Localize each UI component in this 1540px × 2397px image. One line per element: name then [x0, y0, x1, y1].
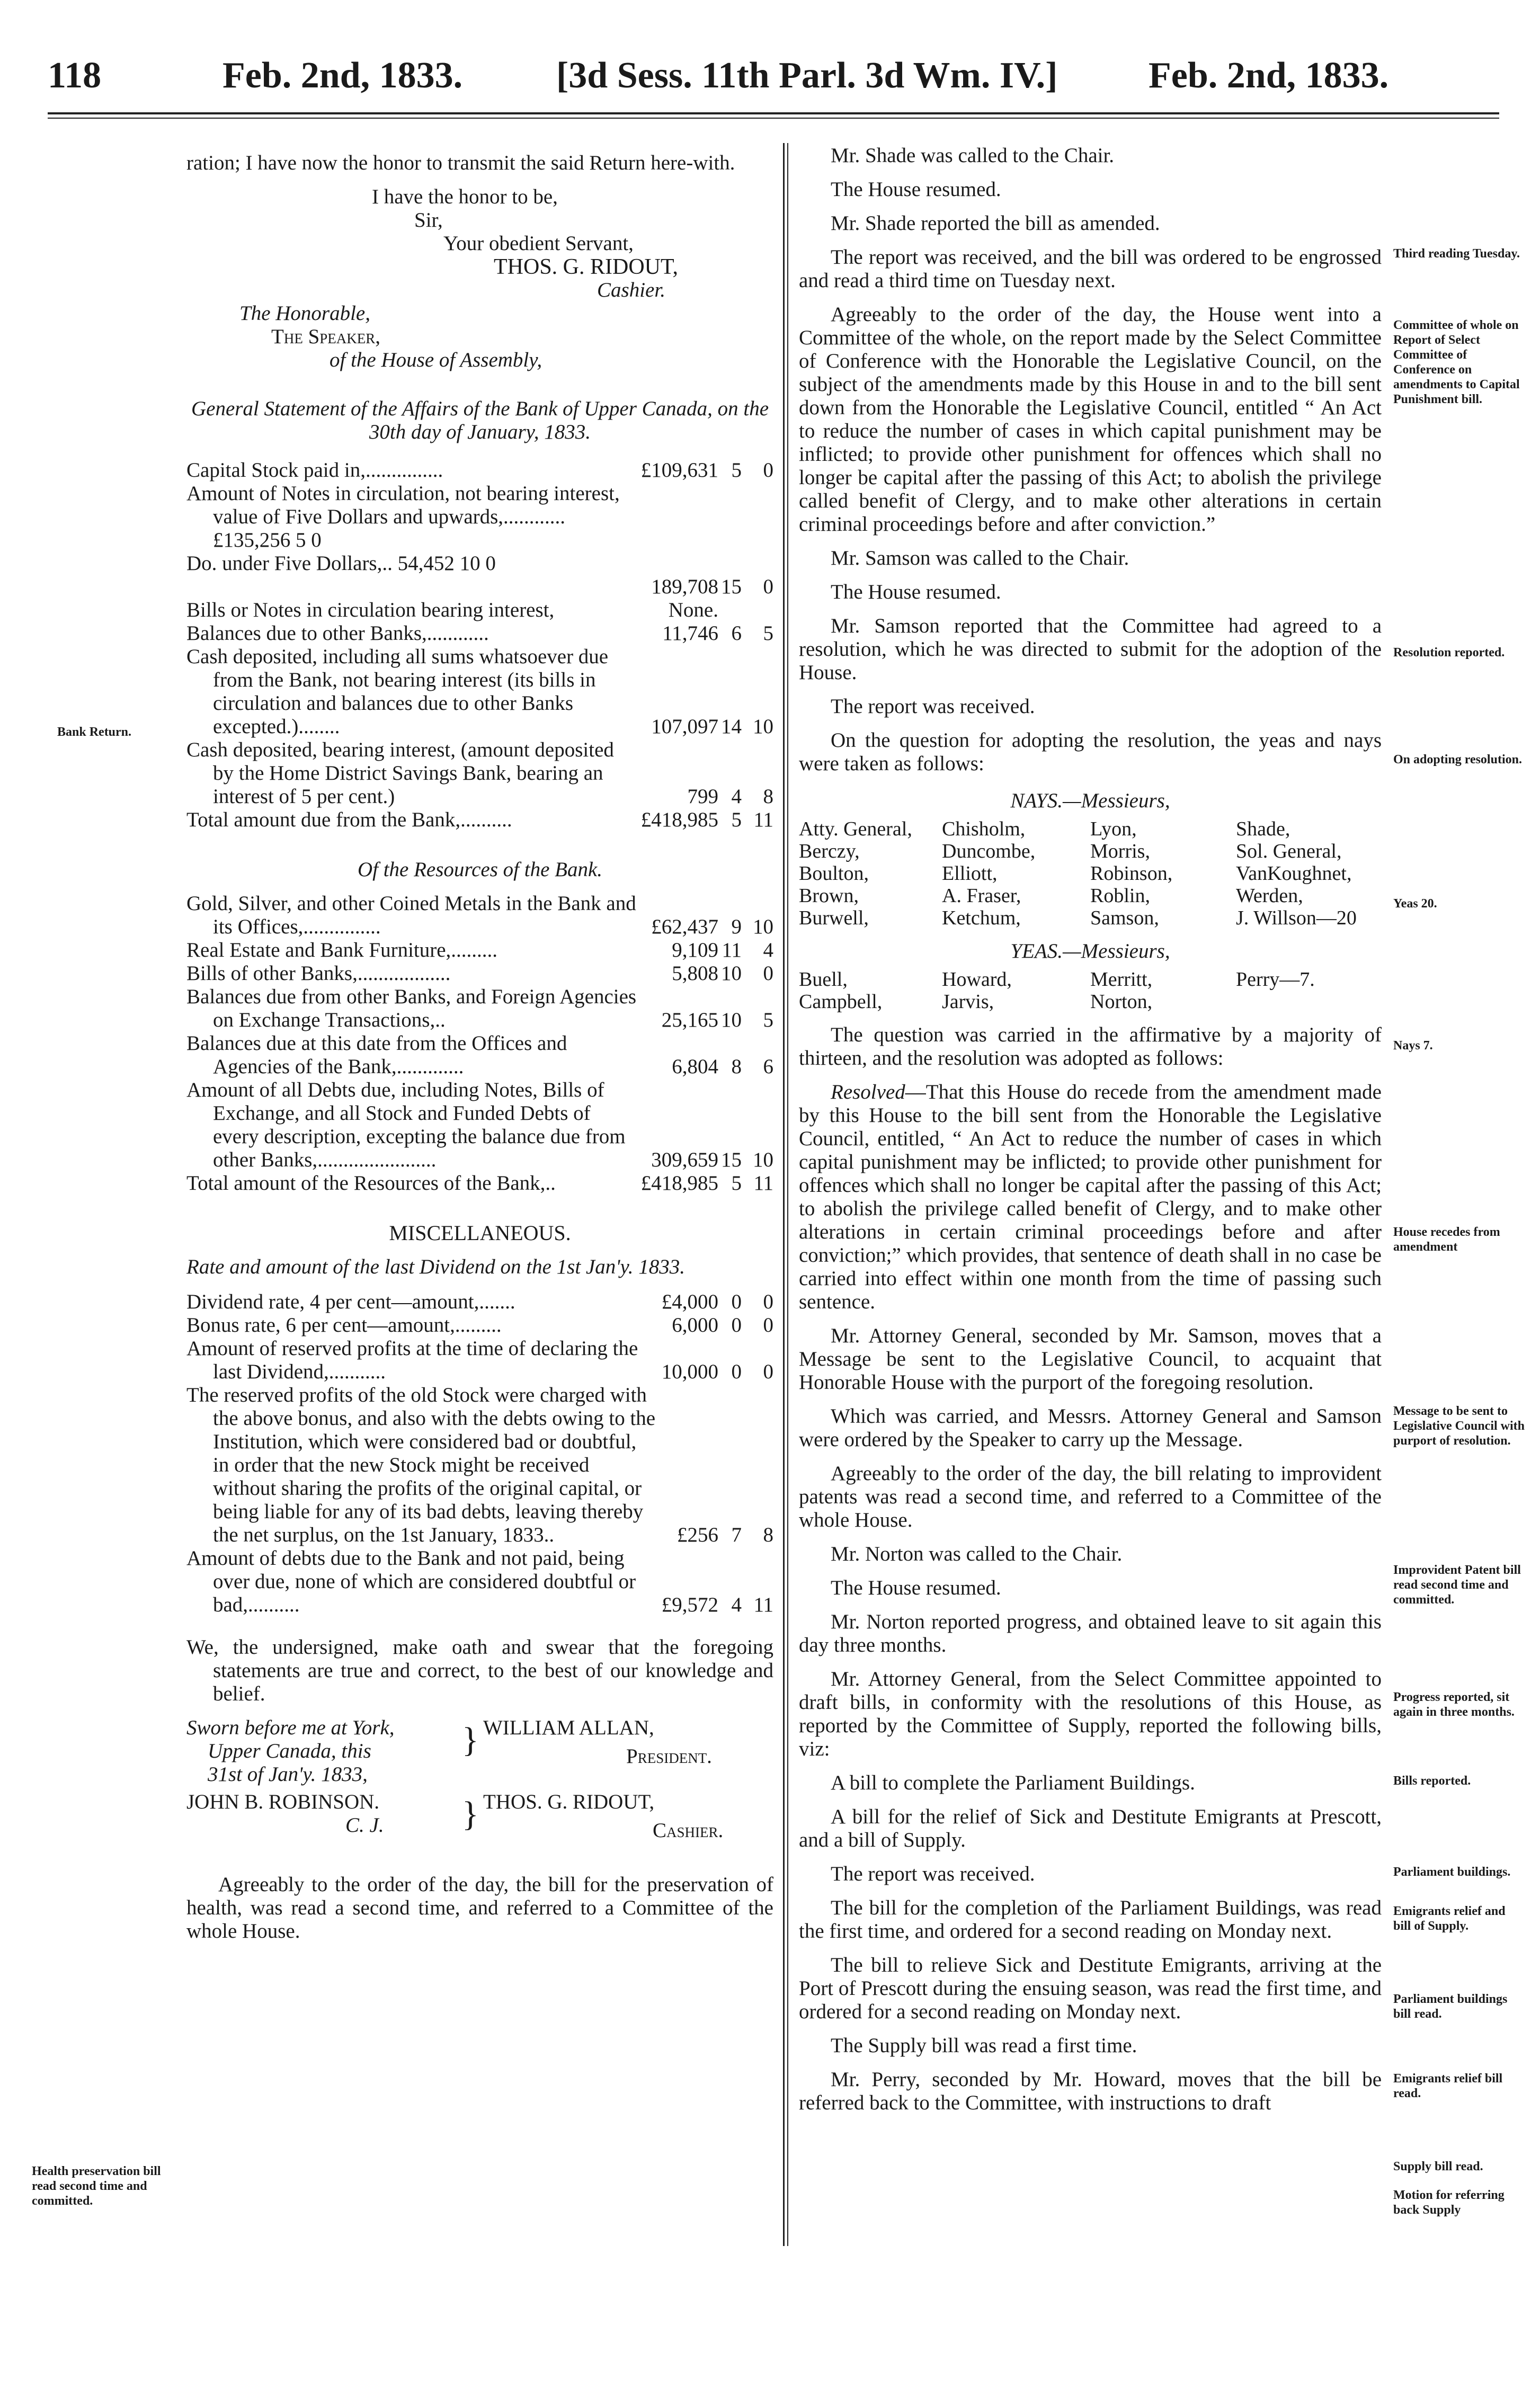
table-row	[186, 622, 773, 645]
row-amount: 6,804	[672, 1055, 718, 1078]
row-amount	[637, 482, 718, 552]
row-amount: 11	[753, 808, 773, 831]
brace-bottom: }	[462, 1795, 479, 1833]
para-report-received-2: The report was received.	[831, 695, 1035, 718]
row-amount: £418,985	[640, 1172, 718, 1195]
justice-title: C. J.	[345, 1814, 384, 1837]
table-row	[186, 1384, 773, 1547]
dividend-title: Rate and amount of the last Dividend on the 1st Jan'y. 1833.	[186, 1255, 685, 1278]
member-name: A. Fraser,	[942, 885, 1021, 907]
column-divider	[783, 143, 785, 2246]
member-name: Perry—7.	[1236, 968, 1315, 991]
row-label: The reserved profits of the old Stock were charged with the above bonus, and also with the debts owing to the Institution, which were considered bad or doubtful, in order that the new Stock might be received without sharing the profits of the original capital, or being liable for any of its bad debts, leaving thereby the net surplus, on the 1st January, 1833..	[186, 1384, 656, 1546]
row-amount: £418,985	[640, 808, 718, 831]
member-name: Duncombe,	[942, 840, 1036, 862]
resolved-text: —That this House do recede from the amendment made by this House to the bill sent from the Honorable the Legislative Council, entitled, “ An Act to reduce the number of cases in which capital punishment may be inflicted; to provide other punishment for offences which shall no longer be capital after the passing of this Act; to abolish the privilege called benefit of Clergy, and to make other alterations in certain criminal proceedings before and after conviction;” which provides, that sentence of death shall in no case be carried into effect within one month from the time of passing such sentence.	[799, 1081, 1382, 1313]
member-name: Robinson,	[1090, 862, 1173, 885]
row-amount: 0	[731, 1314, 742, 1336]
oath-text: We, the undersigned, make oath and swear that the foregoing statements are true and correct, to the best of our knowledge and belief.	[186, 1636, 773, 1705]
para-buildings-read: The bill for the completion of the Parliament Buildings, was read the first time, and ordered for a second reading on Monday next.	[799, 1896, 1382, 1942]
sworn-line-2: Upper Canada, this	[208, 1740, 371, 1762]
running-header	[48, 47, 1499, 105]
letter-signer-title: Cashier.	[597, 279, 665, 301]
para-house-resumed-1: The House resumed.	[831, 178, 1001, 201]
resources-title: Of the Resources of the Bank.	[357, 858, 603, 881]
header-date-right: Feb. 2nd, 1833.	[1149, 55, 1389, 96]
row-label: Real Estate and Bank Furniture,.........	[186, 939, 498, 961]
row-amount: 15	[721, 575, 742, 598]
member-name	[1236, 991, 1395, 1013]
para-message-motion: Mr. Attorney General, seconded by Mr. Samson, moves that a Message be sent to the Legislative Council, to acquaint that Honorable House with the purport of the foregoing resolution.	[799, 1324, 1382, 1394]
para-committee-whole: Agreeably to the order of the day, the House went into a Committee of the whole, on the report made by the Select Committee of Conference with the Honorable the Legislative Council, on the subject of the amendments made by this House in and to the bill sent down from the Honorable the Legislative Council, entitled “ An Act to reduce the number of cases in which capital punishment may be inflicted; to provide other punishment for offences which shall no longer be capital after the passing of this Act; to abolish the privilege called benefit of Clergy, and to make other alterations in certain criminal proceedings before and after conviction.”	[799, 303, 1382, 536]
row-amount: 0	[763, 1290, 773, 1313]
row-amount: 6	[763, 1055, 773, 1078]
margin-note-nays: Nays 7.	[1393, 1039, 1433, 1053]
member-name: Buell,	[799, 968, 848, 991]
row-label: Cash deposited, including all sums whatsoever due from the Bank, not bearing interest (its bills in circulation and balances due to other Banks excepted.)........	[186, 645, 609, 738]
row-amount: 0	[763, 1360, 773, 1383]
table-row	[186, 599, 773, 622]
para-resolved	[799, 1081, 1382, 1314]
cashier-name: THOS. G. RIDOUT,	[483, 1790, 655, 1813]
table-row	[186, 482, 773, 552]
row-amount	[718, 552, 742, 575]
margin-note-emigrants-supply: Emigrants relief and bill of Supply.	[1393, 1904, 1506, 1933]
miscellaneous-title: MISCELLANEOUS.	[389, 1221, 571, 1245]
row-amount: 5	[731, 808, 742, 831]
page-number: 118	[48, 55, 102, 96]
margin-note-adopting-resolution: On adopting resolution.	[1393, 753, 1522, 767]
row-amount: £4,000	[661, 1290, 718, 1313]
para-house-resumed-3: The House resumed.	[831, 1576, 1001, 1599]
para-perry-motion: Mr. Perry, seconded by Mr. Howard, moves that the bill be referred back to the Committee, with instructions to draft	[799, 2068, 1382, 2114]
margin-note-bills-reported: Bills reported.	[1393, 1774, 1471, 1788]
resolved-lead: Resolved	[831, 1081, 905, 1103]
table-row	[186, 645, 773, 738]
row-label: Total amount of the Resources of the Bank,..	[186, 1172, 556, 1195]
row-label: Do. under Five Dollars,.. 54,452 10 0	[186, 552, 496, 575]
header-rule	[48, 112, 1499, 114]
row-label: Cash deposited, bearing interest, (amount deposited by the Home District Savings Bank, bearing an interest of 5 per cent.)	[186, 738, 614, 808]
row-amount: 0	[731, 1360, 742, 1383]
para-emigrants-supply: A bill for the relief of Sick and Destitute Emigrants at Prescott, and a bill of Supply.	[799, 1805, 1382, 1851]
row-label: Amount of reserved profits at the time of declaring the last Dividend,...........	[186, 1337, 638, 1383]
member-name: Howard,	[942, 968, 1012, 991]
member-name: Berczy,	[799, 840, 860, 862]
row-label: Total amount due from the Bank,..........	[186, 808, 512, 831]
row-amount: 0	[763, 575, 773, 598]
margin-note-health-bill: Health preservation bill read second time and committed.	[32, 2164, 161, 2208]
health-bill-text: Agreeably to the order of the day, the bill for the preservation of health, was read a second time, and referred to a Committee of the whole House.	[186, 1873, 773, 1942]
para-parliament-buildings: A bill to complete the Parliament Buildings.	[831, 1771, 1195, 1794]
row-amount: 8	[731, 1055, 742, 1078]
row-amount: 0	[731, 1290, 742, 1313]
row-label: Amount of debts due to the Bank and not paid, being over due, none of which are considered doubtful or bad,..........	[186, 1547, 636, 1616]
para-shade-reported: Mr. Shade reported the bill as amended.	[831, 212, 1160, 235]
member-name: Samson,	[1090, 907, 1159, 929]
row-amount: 6,000	[672, 1314, 718, 1336]
table-row	[186, 808, 773, 832]
row-amount: 9	[731, 915, 742, 938]
row-label: Amount of Notes in circulation, not bearing interest, value of Five Dollars and upwards,............£135,256 5 0	[186, 482, 620, 551]
justice-name: JOHN B. ROBINSON.	[186, 1790, 380, 1813]
member-name: Burwell,	[799, 907, 869, 929]
table-row	[186, 985, 773, 1032]
table-row	[186, 1547, 773, 1617]
member-name: Ketchum,	[942, 907, 1021, 929]
member-name: Lyon,	[1090, 818, 1137, 840]
row-label: Capital Stock paid in,...............	[186, 459, 443, 482]
right-column	[799, 144, 1382, 2125]
member-name: Sol. General,	[1236, 840, 1342, 862]
row-amount	[718, 599, 742, 622]
row-label: Balances due to other Banks,............	[186, 622, 489, 645]
row-amount: 7	[731, 1523, 742, 1546]
row-amount: 25,165	[661, 1009, 718, 1031]
member-name: Roblin,	[1090, 885, 1150, 907]
row-amount: £109,631	[640, 459, 718, 482]
row-amount: 11	[722, 939, 742, 961]
para-samson-reported: Mr. Samson reported that the Committee had agreed to a resolution, which he was directed to submit for the adoption of the House.	[799, 614, 1382, 684]
row-label: Gold, Silver, and other Coined Metals in the Bank and its Offices,...............	[186, 892, 636, 938]
para-report-received-3: The report was received.	[831, 1863, 1035, 1885]
row-amount: 5	[731, 459, 742, 482]
row-amount	[742, 599, 773, 622]
header-rule-thin	[48, 118, 1499, 119]
row-label: Amount of all Debts due, including Notes, Bills of Exchange, and all Stock and Funded Debts of every description, excepting the balance due from other Banks,.......................	[186, 1079, 626, 1171]
member-name: Morris,	[1090, 840, 1150, 862]
nays-list	[799, 818, 1382, 929]
table-row	[186, 892, 773, 939]
closing-line-3: Your obedient Servant,	[443, 232, 634, 255]
row-amount: 5	[763, 1009, 773, 1031]
para-shade-chair: Mr. Shade was called to the Chair.	[831, 144, 1115, 167]
member-name: Boulton,	[799, 862, 869, 885]
liabilities-table	[186, 459, 773, 832]
member-name: VanKoughnet,	[1236, 862, 1352, 885]
row-label: Balances due from other Banks, and Foreign Agencies on Exchange Transactions,..	[186, 985, 637, 1031]
closing-line-1: I have the honor to be,	[372, 185, 558, 208]
para-samson-chair: Mr. Samson was called to the Chair.	[831, 547, 1129, 569]
row-amount: 5	[731, 1172, 742, 1195]
para-report-received-1: The report was received, and the bill was ordered to be engrossed and read a third time on Tuesday next.	[799, 246, 1382, 292]
para-improvident-patents: Agreeably to the order of the day, the bill relating to improvident patents was read a second time, and referred to a Committee of the whole House.	[799, 1462, 1382, 1531]
member-name: Brown,	[799, 885, 859, 907]
row-label: Bills or Notes in circulation bearing interest,	[186, 599, 555, 621]
row-amount: £9,572	[661, 1593, 718, 1616]
table-row	[186, 552, 773, 575]
brace-top: }	[462, 1721, 479, 1759]
margin-note-yeas: Yeas 20.	[1393, 897, 1437, 911]
member-name: Atty. General,	[799, 818, 912, 840]
member-name: Werden,	[1236, 885, 1303, 907]
para-bills-reported: Mr. Attorney General, from the Select Committee appointed to draft bills, in conformity with the resolutions of this House, as reported by the Committee of Supply, reported the following bills, viz:	[799, 1668, 1382, 1760]
margin-note-emigrants-bill-read: Emigrants relief bill read.	[1393, 2072, 1503, 2100]
row-label: Bonus rate, 6 per cent—amount,.........	[186, 1314, 502, 1336]
table-row	[186, 575, 773, 599]
header-date-left: Feb. 2nd, 1833.	[222, 55, 463, 96]
para-norton-reported: Mr. Norton reported progress, and obtained leave to sit again this day three months.	[799, 1610, 1382, 1656]
row-amount: 799	[687, 785, 718, 808]
margin-note-message: Message to be sent to Legislative Council with purport of resolution.	[1393, 1404, 1525, 1448]
row-amount	[742, 482, 773, 552]
row-amount: 4	[731, 785, 742, 808]
para-norton-chair: Mr. Norton was called to the Chair.	[831, 1543, 1123, 1565]
row-label: Dividend rate, 4 per cent—amount,.......	[186, 1290, 515, 1313]
margin-note-buildings-bill-read: Parliament buildings bill read.	[1393, 1992, 1508, 2021]
margin-note-committee-report: Committee of whole on Report of Select Committee of Conference on amendments to Capital Punishment bill.	[1393, 318, 1520, 406]
letter-signer: THOS. G. RIDOUT,	[494, 255, 679, 279]
row-amount: 9,109	[672, 939, 718, 961]
table-row	[186, 738, 773, 808]
row-amount: 0	[763, 1314, 773, 1336]
column-divider-thin	[787, 143, 788, 2246]
table-row	[186, 939, 773, 962]
row-amount: £62,437	[651, 915, 718, 938]
row-amount: £256	[677, 1523, 718, 1546]
row-amount: 0	[763, 962, 773, 985]
row-amount: 8	[763, 785, 773, 808]
opening-text: ration; I have now the honor to transmit the said Return here-with.	[186, 152, 735, 174]
margin-note-motion-refer: Motion for referring back Supply	[1393, 2188, 1505, 2217]
margin-note-progress: Progress reported, sit again in three months.	[1393, 1690, 1515, 1719]
row-amount: 11	[753, 1172, 773, 1195]
row-label: Bills of other Banks,..................	[186, 962, 451, 985]
member-name: Norton,	[1090, 991, 1153, 1013]
table-row	[186, 1314, 773, 1337]
row-amount	[637, 552, 718, 575]
row-amount: 189,708	[651, 575, 718, 598]
table-row	[186, 962, 773, 985]
row-amount: 10	[753, 715, 773, 738]
row-amount: 6	[731, 622, 742, 645]
para-message-carried: Which was carried, and Messrs. Attorney General and Samson were ordered by the Speaker to carry up the Message.	[799, 1405, 1382, 1451]
sworn-line-3: 31st of Jan'y. 1833,	[208, 1763, 368, 1786]
president-name: WILLIAM ALLAN,	[483, 1716, 654, 1739]
table-row	[186, 1172, 773, 1195]
row-amount: 309,659	[651, 1148, 718, 1171]
margin-note-bank-return: Bank Return.	[57, 725, 132, 739]
row-amount: None.	[668, 599, 718, 621]
para-question-adopting: On the question for adopting the resolution, the yeas and nays were taken as follows:	[799, 729, 1382, 775]
member-name: Elliott,	[942, 862, 998, 885]
row-amount: 107,097	[651, 715, 718, 738]
row-amount: 10	[753, 1148, 773, 1171]
row-amount	[718, 482, 742, 552]
row-amount	[742, 552, 773, 575]
nays-title: NAYS.—Messieurs,	[1010, 789, 1170, 812]
row-amount: 11,746	[662, 622, 718, 645]
yeas-list	[799, 968, 1382, 1013]
member-name: J. Willson—20	[1236, 907, 1357, 929]
row-amount: 4	[763, 939, 773, 961]
addressee-line-2: The Speaker,	[271, 325, 381, 348]
row-amount: 8	[763, 1523, 773, 1546]
signature-block	[186, 1716, 773, 1870]
para-question-carried: The question was carried in the affirmative by a majority of thirteen, and the resolution was adopted as follows:	[799, 1023, 1382, 1070]
dividend-table	[186, 1290, 773, 1617]
member-name: Merritt,	[1090, 968, 1153, 991]
para-emigrants-read: The bill to relieve Sick and Destitute Emigrants, arriving at the Port of Prescott during the ensuing season, was read the first time, and ordered for a second reading on Monday next.	[799, 1954, 1382, 2023]
table-row	[186, 1032, 773, 1079]
addressee-line-3: of the House of Assembly,	[330, 349, 542, 371]
para-house-resumed-2: The House resumed.	[831, 581, 1001, 603]
member-name: Shade,	[1236, 818, 1290, 840]
row-amount: 15	[721, 1148, 742, 1171]
row-amount: 4	[731, 1593, 742, 1616]
sworn-line-1: Sworn before me at York,	[186, 1716, 395, 1739]
margin-note-house-recedes: House recedes from amendment	[1393, 1225, 1500, 1254]
addressee-line-1: The Honorable,	[239, 302, 370, 325]
margin-note-supply-bill-read: Supply bill read.	[1393, 2160, 1483, 2173]
row-amount: 10,000	[661, 1360, 718, 1383]
row-amount: 5	[763, 622, 773, 645]
margin-note-parliament-buildings: Parliament buildings.	[1393, 1865, 1511, 1879]
row-amount: 10	[721, 962, 742, 985]
cashier-title: Cashier.	[653, 1819, 724, 1842]
member-name: Jarvis,	[942, 991, 994, 1013]
table-row	[186, 459, 773, 482]
member-name: Chisholm,	[942, 818, 1026, 840]
para-supply-read: The Supply bill was read a first time.	[831, 2034, 1137, 2057]
row-amount: 5,808	[672, 962, 718, 985]
margin-note-improvident: Improvident Patent bill read second time and committed.	[1393, 1563, 1521, 1607]
left-column	[186, 152, 773, 1954]
member-name: Campbell,	[799, 991, 883, 1013]
table-row	[186, 1290, 773, 1314]
row-amount: 11	[753, 1593, 773, 1616]
row-amount: 0	[763, 459, 773, 482]
margin-note-third-reading: Third reading Tuesday.	[1393, 247, 1520, 261]
statement-title: General Statement of the Affairs of the Bank of Upper Canada, on the 30th day of January, 1833.	[191, 397, 769, 443]
yeas-title: YEAS.—Messieurs,	[1010, 940, 1170, 963]
header-session: [3d Sess. 11th Parl. 3d Wm. IV.]	[556, 55, 1058, 96]
row-amount: 10	[721, 1009, 742, 1031]
resources-table	[186, 892, 773, 1195]
closing-line-2: Sir,	[414, 209, 443, 231]
margin-note-resolution-reported: Resolution reported.	[1393, 646, 1505, 660]
table-row	[186, 1337, 773, 1384]
row-amount: 10	[753, 915, 773, 938]
president-title: President.	[626, 1745, 712, 1768]
row-amount: 14	[721, 715, 742, 738]
row-label: Balances due at this date from the Offices and Agencies of the Bank,.............	[186, 1032, 567, 1078]
row-label	[186, 575, 637, 599]
table-row	[186, 1079, 773, 1172]
